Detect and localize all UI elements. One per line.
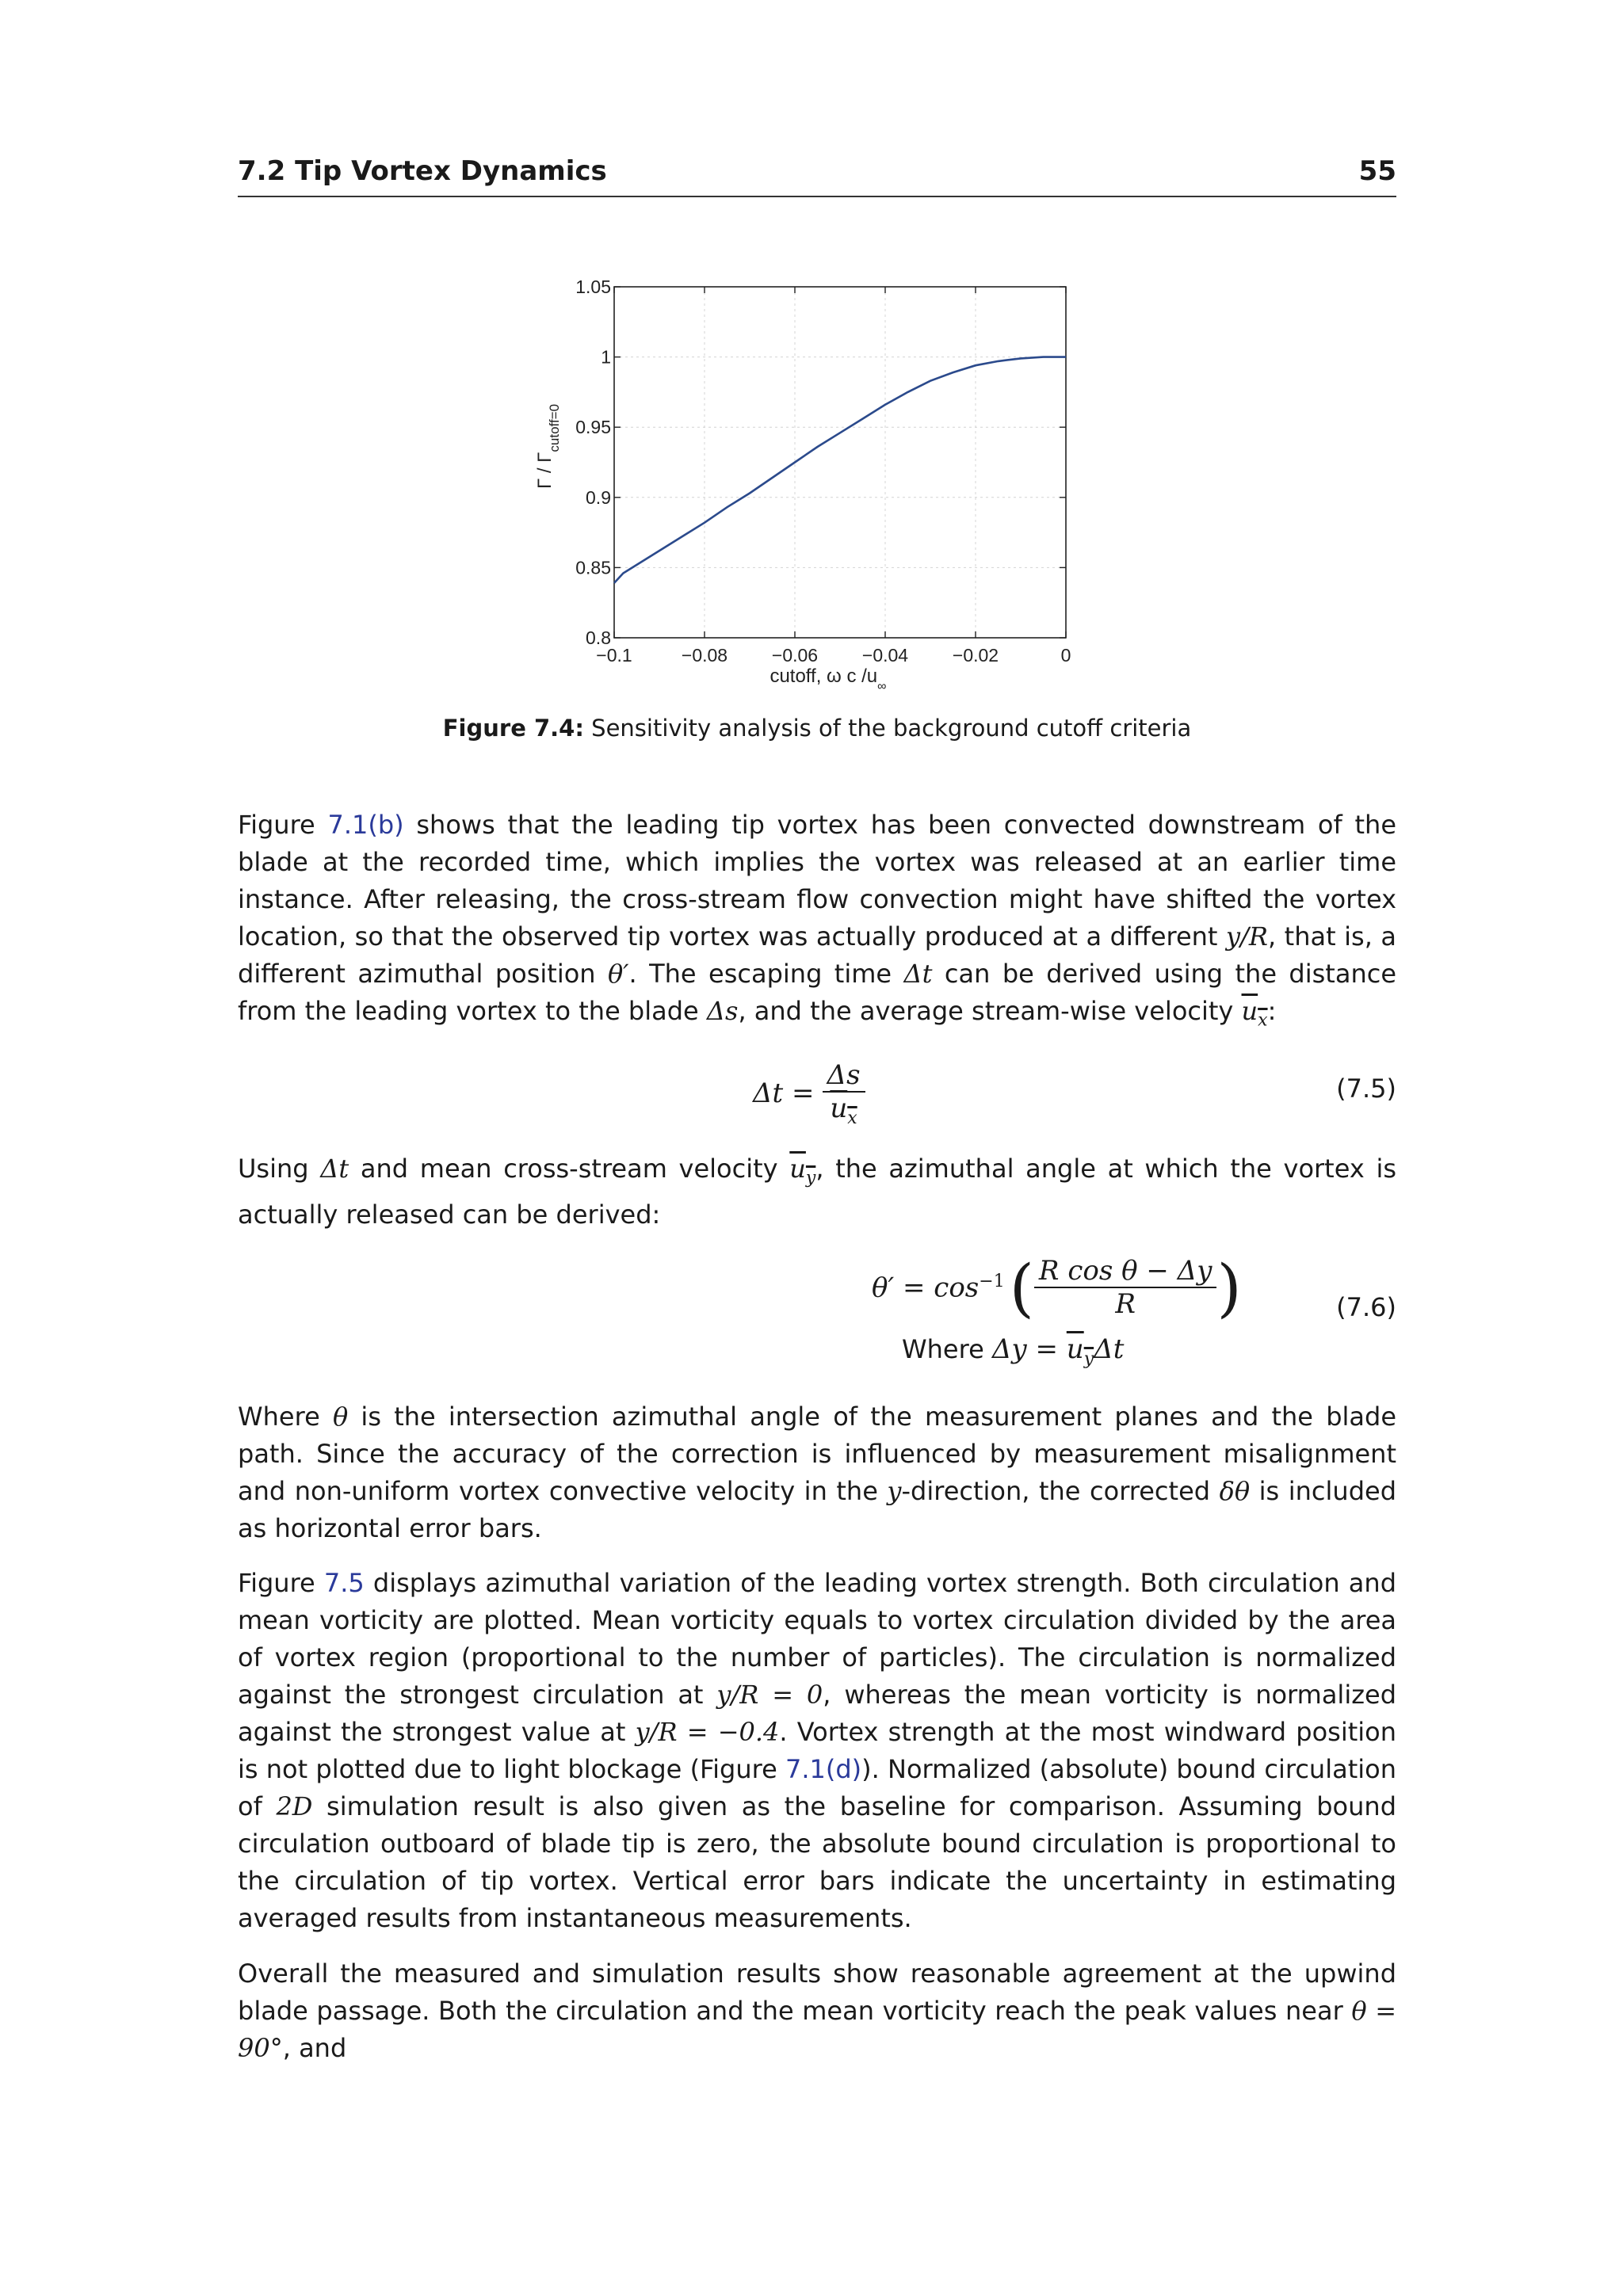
math: Δt: [320, 1154, 349, 1184]
x-tick-label: −0.08: [681, 645, 728, 666]
y-tick-label: 1.05: [575, 277, 611, 297]
paragraph-3: [238, 1398, 1396, 1547]
text: shows that the leading tip vortex has been convected downstream of the blade at the recorded time, which implies the vortex was released at an earlier time instance. After releasing, the cross-stream flow convection might have shifted the vortex location, so that the observed tip vortex was actually produced at a different: [238, 810, 1397, 952]
text: ). Normalized (absolute) bound circulation of: [238, 1754, 1397, 1821]
eq-fraction: [823, 1059, 865, 1128]
text: Overall the measured and simulation results show reasonable agreement at the upwind blade passage. Both the circulation and the mean vorticity reach the peak values near: [238, 1958, 1396, 2026]
math: δθ: [1219, 1476, 1251, 1506]
x-tick-label: 0: [1060, 645, 1071, 666]
paragraph-4: [238, 1565, 1396, 1937]
equation-7-5: [238, 1050, 1396, 1137]
text: , whereas the mean vorticity is normalized against the strongest value at: [238, 1680, 1397, 1747]
text: can be derived using the distance from the leading vortex to the blade: [238, 959, 1397, 1026]
text: is the intersection azimuthal angle of the measurement planes and the blade path. Since the accuracy of the correction is influenced by measurement misalignment and non-uniform vortex convective velocity in the: [238, 1402, 1396, 1506]
math: Δt: [1094, 1333, 1125, 1365]
grid-lines: [614, 287, 1066, 638]
y-tick-label: 1: [601, 346, 611, 368]
figure-caption: [238, 715, 1396, 742]
equation-number: (7.5): [1336, 1074, 1396, 1104]
figure-link-7-1d[interactable]: 7.1(d): [785, 1754, 862, 1784]
math: $u_y$: [789, 1154, 816, 1188]
paragraph-5: [238, 1955, 1396, 2067]
eq-fraction: [1034, 1255, 1217, 1320]
math: y: [887, 1476, 902, 1506]
y-axis-label: Γ / $\Gamma_{cutoff=0}$: [534, 403, 562, 490]
x-tick-label: −0.06: [771, 645, 819, 666]
math: $u_y$: [1066, 1333, 1094, 1369]
series-line: [614, 357, 1066, 583]
figure-link-7-5[interactable]: 7.5: [323, 1568, 365, 1598]
math: 2D: [276, 1791, 313, 1821]
math: $u_x$: [1241, 996, 1268, 1031]
text: simulation result is also given as the baseline for comparison. Assuming bound circulation outboard of blade tip is zero, the absolute bound circulation is proportional to the circulation of tip vortex. Vertical error bars indicate the uncertainty in estimating averaged results from instantaneous measurements.: [238, 1791, 1397, 1933]
text: . Vortex strength at the most windward position is not plotted due to light blockage (Figure: [238, 1717, 1397, 1784]
section-title: 7.2 Tip Vortex Dynamics: [238, 155, 607, 187]
y-tick-label: 0.8: [586, 627, 611, 648]
math: θ: [332, 1402, 349, 1432]
y-tick-label: 0.85: [575, 557, 611, 578]
text: Figure: [238, 810, 328, 840]
text: :: [1267, 996, 1277, 1026]
text: , and the average stream-wise velocity: [738, 996, 1242, 1026]
x-tick-label: −0.04: [861, 645, 909, 666]
text: . The escaping time: [628, 959, 904, 989]
text: and mean cross-stream velocity: [349, 1154, 790, 1184]
plot-area-frame: [614, 287, 1066, 638]
left-paren: (: [1009, 1250, 1034, 1325]
math: y/R: [1226, 921, 1268, 952]
caption-text: Sensitivity analysis of the background cutoff criteria: [591, 715, 1192, 742]
math: θ = 90°: [238, 1996, 1397, 2063]
figure-7-4-plot: [507, 261, 1094, 705]
math: Δt: [903, 959, 933, 989]
text: , the azimuthal angle at which the vortex is actually released can be derived:: [238, 1154, 1397, 1230]
series-layer: [614, 357, 1066, 583]
right-paren: ): [1216, 1250, 1242, 1325]
caption-label: Figure 7.4:: [442, 715, 584, 742]
math: Δs: [706, 996, 739, 1026]
y-tick-label: 0.95: [575, 417, 611, 438]
paragraph-1: [238, 807, 1396, 1039]
text: -direction, the corrected: [901, 1476, 1220, 1506]
eq-denominator: $u_x$: [823, 1091, 865, 1128]
equation-7-6: [238, 1248, 1396, 1375]
text: displays azimuthal variation of the leading vortex strength. Both circulation and mean vorticity are plotted. Mean vorticity equals to vortex circulation divided by the area of vortex region (proportional to the number of particles). The circulation is normalized against the strongest circulation at: [238, 1568, 1397, 1710]
eq-denominator: R: [1034, 1287, 1217, 1320]
math: y/R = 0: [716, 1680, 823, 1710]
eq-numerator: Δs: [827, 1058, 861, 1091]
axis-ticks: [575, 277, 1071, 666]
x-tick-label: −0.1: [596, 645, 632, 666]
math: Δy =: [991, 1333, 1067, 1365]
paragraph-2: [238, 1150, 1396, 1234]
x-tick-label: −0.02: [952, 645, 999, 666]
text: Figure: [238, 1568, 324, 1598]
text: Where: [238, 1402, 333, 1432]
math: y/R = −0.4: [635, 1717, 780, 1747]
running-header: [238, 155, 1396, 187]
math: θ′: [607, 959, 629, 989]
x-axis-label: cutoff, ω c $/u_\infty$: [769, 666, 887, 693]
header-rule: [238, 196, 1396, 197]
text: Using: [238, 1154, 321, 1184]
figure-link-7-1b[interactable]: 7.1(b): [327, 810, 404, 840]
text: is included as horizontal error bars.: [238, 1476, 1397, 1543]
text: , that is, a different azimuthal position: [238, 921, 1397, 989]
eq-lhs: $\theta' = \cos^{-1}$: [872, 1271, 1005, 1304]
text: , and: [282, 2033, 347, 2063]
page-number: 55: [1358, 155, 1396, 187]
eq-numerator: R cos θ − Δy: [1038, 1255, 1212, 1287]
where-label: Where: [902, 1334, 992, 1364]
eq-lhs: Δt =: [753, 1077, 815, 1109]
eq-where-line: [902, 1333, 1124, 1369]
y-tick-label: 0.9: [586, 486, 611, 508]
equation-number: (7.6): [1336, 1292, 1396, 1322]
